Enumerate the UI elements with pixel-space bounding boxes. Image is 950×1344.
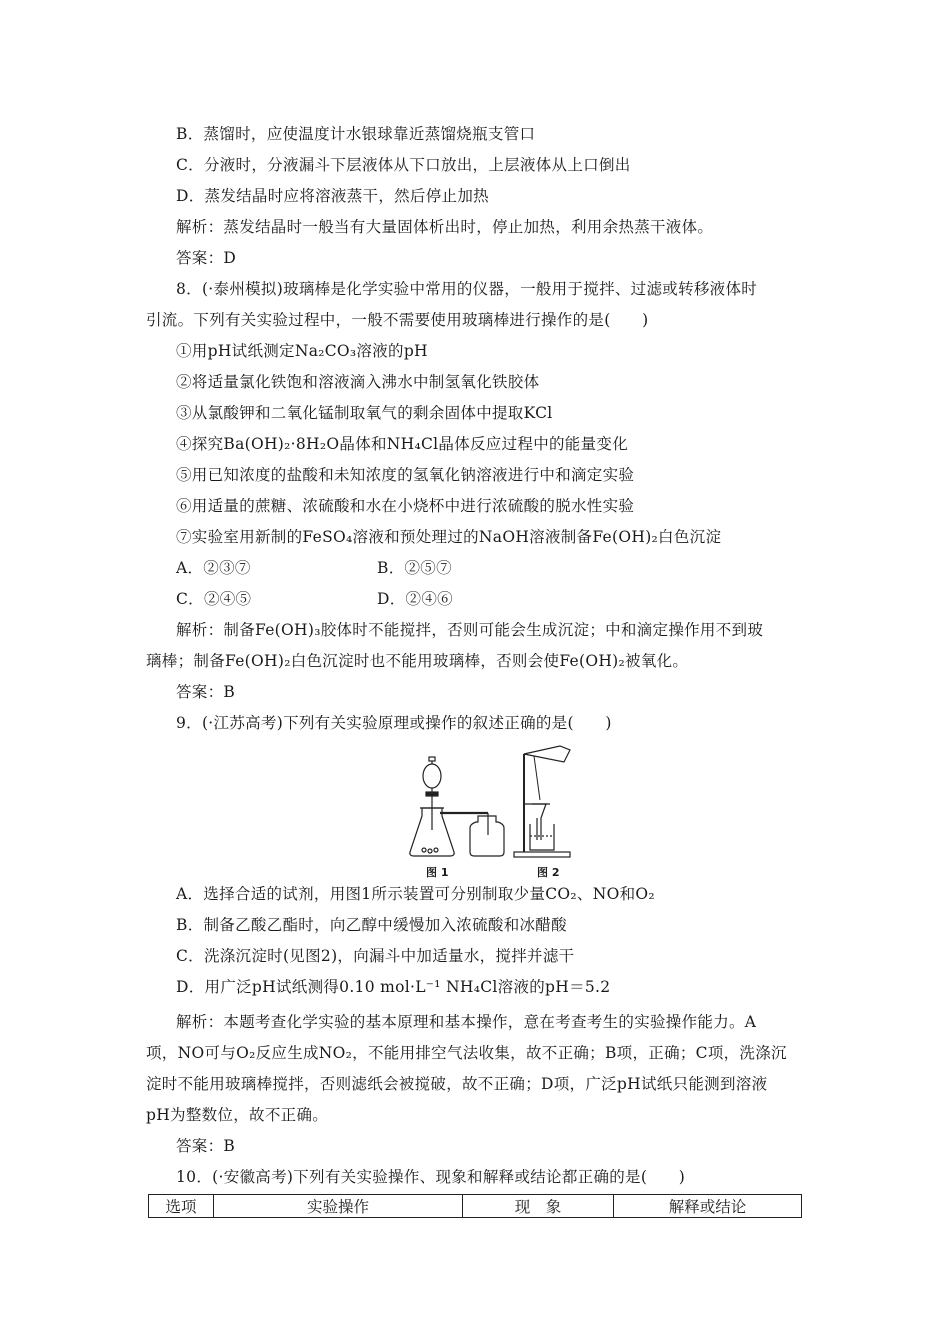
q9-analysis-line2: 项，NO可与O₂反应生成NO₂，不能用排空气法收集，故不正确；B项，正确；C项，洗涤沉 xyxy=(146,1044,787,1062)
q9-option-d: D．用广泛pH试纸测得0.10 mol·L⁻¹ NH₄Cl溶液的pH＝5.2 xyxy=(176,978,611,996)
apparatus-drawing xyxy=(400,740,580,865)
q9-fig2-caption: 图 2 xyxy=(537,866,560,879)
q9-option-b: B．制备乙酸乙酯时，向乙醇中缓慢加入浓硫酸和冰醋酸 xyxy=(176,916,567,934)
q9-analysis-line3: 淀时不能用玻璃棒搅拌，否则滤纸会被搅破，故不正确；D项，广泛pH试纸只能测到溶液 xyxy=(146,1075,768,1093)
q8-option-d: D．②④⑥ xyxy=(377,590,453,608)
q8-answer: 答案：B xyxy=(176,683,236,701)
q9-analysis-line1: 解析：本题考查化学实验的基本原理和基本操作，意在考查考生的实验操作能力。A xyxy=(176,1013,757,1031)
q8-item-1: ①用pH试纸测定Na₂CO₃溶液的pH xyxy=(176,342,428,360)
q7-analysis: 解析：蒸发结晶时一般当有大量固体析出时，停止加热，利用余热蒸干液体。 xyxy=(176,218,714,236)
q8-analysis-line1: 解析：制备Fe(OH)₃胶体时不能搅拌，否则可能会生成沉淀；中和滴定操作用不到玻 xyxy=(176,621,764,639)
q10-stem: 10．(·安徽高考)下列有关实验操作、现象和解释或结论都正确的是( ) xyxy=(176,1168,686,1186)
q9-option-a: A．选择合适的试剂，用图1所示装置可分别制取少量CO₂、NO和O₂ xyxy=(176,885,655,903)
q9-answer: 答案：B xyxy=(176,1137,236,1155)
q8-stem-line1: 8．(·泰州模拟)玻璃棒是化学实验中常用的仪器，一般用于搅拌、过滤或转移液体时 xyxy=(176,280,758,298)
q8-item-3: ③从氯酸钾和二氧化锰制取氧气的剩余固体中提取KCl xyxy=(176,404,553,422)
q8-item-2: ②将适量氯化铁饱和溶液滴入沸水中制氢氧化铁胶体 xyxy=(176,373,540,391)
q8-item-5: ⑤用已知浓度的盐酸和未知浓度的氢氧化钠溶液进行中和滴定实验 xyxy=(176,466,635,484)
q9-analysis-line4: pH为整数位，故不正确。 xyxy=(146,1106,329,1124)
q7-option-b: B．蒸馏时，应使温度计水银球靠近蒸馏烧瓶支管口 xyxy=(176,125,536,143)
q10-header-option: 选项 xyxy=(149,1195,214,1218)
q7-answer: 答案：D xyxy=(176,249,237,267)
q8-item-4: ④探究Ba(OH)₂·8H₂O晶体和NH₄Cl晶体反应过程中的能量变化 xyxy=(176,435,629,453)
q10-header-phenomenon: 现 象 xyxy=(463,1195,614,1218)
q8-item-7: ⑦实验室用新制的FeSO₄溶液和预处理过的NaOH溶液制备Fe(OH)₂白色沉淀 xyxy=(176,528,722,546)
q8-stem-line2: 引流。下列有关实验过程中，一般不需要使用玻璃棒进行操作的是( ) xyxy=(146,311,649,329)
q7-option-c: C．分液时，分液漏斗下层液体从下口放出，上层液体从上口倒出 xyxy=(176,156,631,174)
q8-option-a: A．②③⑦ xyxy=(176,559,251,577)
q8-option-c: C．②④⑤ xyxy=(176,590,252,608)
q7-option-d: D．蒸发结晶时应将溶液蒸干，然后停止加热 xyxy=(176,187,489,205)
q9-stem: 9．(·江苏高考)下列有关实验原理或操作的叙述正确的是( ) xyxy=(176,714,612,732)
q8-item-6: ⑥用适量的蔗糖、浓硫酸和水在小烧杯中进行浓硫酸的脱水性实验 xyxy=(176,497,635,515)
q9-apparatus-figure xyxy=(400,740,580,880)
q10-table xyxy=(148,1194,802,1218)
q8-option-b: B．②⑤⑦ xyxy=(377,559,452,577)
q9-option-c: C．洗涤沉淀时(见图2)，向漏斗中加适量水，搅拌并滤干 xyxy=(176,947,575,965)
q8-analysis-line2: 璃棒；制备Fe(OH)₂白色沉淀时也不能用玻璃棒，否则会使Fe(OH)₂被氧化。 xyxy=(146,652,689,670)
q10-table-header-row xyxy=(149,1195,802,1218)
q10-header-operation: 实验操作 xyxy=(214,1195,463,1218)
q9-fig1-caption: 图 1 xyxy=(426,866,449,879)
q10-header-conclusion: 解释或结论 xyxy=(614,1195,802,1218)
